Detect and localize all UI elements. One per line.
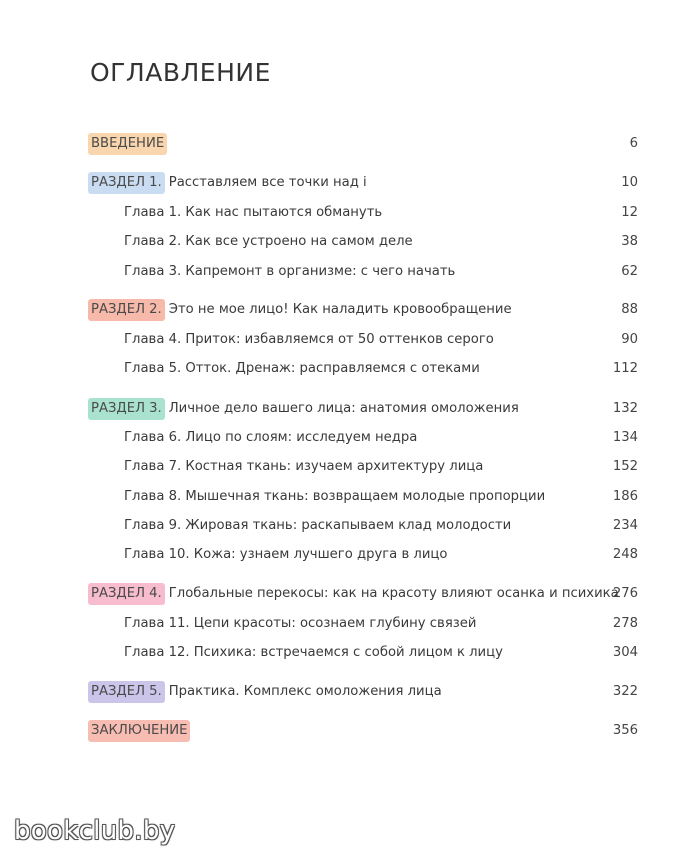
- page-number: 248: [612, 547, 638, 562]
- toc-section-row[interactable]: [0, 172, 700, 194]
- toc-chapter-row[interactable]: [0, 515, 700, 537]
- toc-chapter-row[interactable]: [0, 329, 700, 351]
- toc-entry-label: [124, 231, 413, 253]
- page-number: 234: [612, 518, 638, 533]
- toc-entry-text: Глава 4. Приток: избавляемся от 50 оттенков серого: [124, 332, 494, 347]
- toc-entry-label: [124, 427, 417, 449]
- toc-chapter-row[interactable]: [0, 642, 700, 664]
- section-highlight-tag: РАЗДЕЛ 1.: [88, 172, 165, 194]
- toc-entry-text: Практика. Комплекс омоложения лица: [168, 684, 442, 699]
- toc-entry-text: Глава 8. Мышечная ткань: возвращаем молодые пропорции: [124, 489, 546, 504]
- page-title: ОГЛАВЛЕНИЕ: [90, 58, 271, 87]
- page-number: 88: [621, 302, 638, 317]
- toc-chapter-row[interactable]: [0, 456, 700, 478]
- toc-entry-label: [88, 398, 519, 420]
- toc-entry-text: Глава 5. Отток. Дренаж: расправляемся с отеками: [124, 361, 480, 376]
- section-highlight-tag: ЗАКЛЮЧЕНИЕ: [88, 720, 190, 742]
- toc-entry-text: Глава 11. Цепи красоты: осознаем глубину связей: [124, 616, 477, 631]
- toc-section-row[interactable]: [0, 299, 700, 321]
- page-number: 322: [612, 684, 638, 699]
- toc-chapter-row[interactable]: [0, 202, 700, 224]
- toc-entry-label: [124, 202, 382, 224]
- toc-entry-label: [88, 583, 619, 605]
- page-number: 134: [612, 430, 638, 445]
- page-number: 132: [612, 401, 638, 416]
- toc-entry-text: Глава 3. Капремонт в организме: с чего начать: [124, 264, 456, 279]
- toc-entry-text: Глава 1. Как нас пытаются обмануть: [124, 205, 383, 220]
- toc-chapter-row[interactable]: [0, 427, 700, 449]
- page-number: 12: [621, 205, 638, 220]
- page-number: 90: [621, 332, 638, 347]
- toc-entry-label: [124, 544, 447, 566]
- toc-entry-text: Глава 12. Психика: встречаемся с собой лицом к лицу: [124, 645, 503, 660]
- toc-section-row[interactable]: [0, 720, 700, 742]
- page-number: 278: [612, 616, 638, 631]
- toc-entry-label: [124, 456, 483, 478]
- toc-entry-label: [88, 720, 194, 742]
- toc-chapter-row[interactable]: [0, 231, 700, 253]
- page-number: 112: [612, 361, 638, 376]
- toc-section-row[interactable]: [0, 398, 700, 420]
- toc-entry-label: [88, 172, 367, 194]
- section-highlight-tag: РАЗДЕЛ 4.: [88, 583, 165, 605]
- page-number: 304: [612, 645, 638, 660]
- toc-entry-label: [88, 681, 442, 703]
- toc-entry-text: Глава 6. Лицо по слоям: исследуем недра: [124, 430, 418, 445]
- toc-chapter-row[interactable]: [0, 261, 700, 283]
- toc-chapter-row[interactable]: [0, 613, 700, 635]
- toc-entry-label: [124, 613, 476, 635]
- page-number: 152: [612, 459, 638, 474]
- toc-entry-label: [124, 642, 503, 664]
- toc-entry-label: [124, 261, 455, 283]
- toc-section-row[interactable]: [0, 681, 700, 703]
- toc-entry-text: Глава 7. Костная ткань: изучаем архитектуру лица: [124, 459, 484, 474]
- toc-section-row[interactable]: [0, 133, 700, 155]
- toc-section-row[interactable]: [0, 583, 700, 605]
- page-number: 38: [621, 234, 638, 249]
- toc-chapter-row[interactable]: [0, 486, 700, 508]
- section-highlight-tag: РАЗДЕЛ 2.: [88, 299, 165, 321]
- toc-entry-label: [88, 133, 171, 155]
- toc-entry-text: Личное дело вашего лица: анатомия омоложения: [168, 401, 519, 416]
- page-number: 62: [621, 264, 638, 279]
- toc-entry-label: [124, 515, 511, 537]
- toc-entry-text: Глава 2. Как все устроено на самом деле: [124, 234, 413, 249]
- section-highlight-tag: РАЗДЕЛ 5.: [88, 681, 165, 703]
- toc-entry-text: Это не мое лицо! Как наладить кровообращение: [168, 302, 512, 317]
- page-number: 6: [629, 136, 638, 151]
- toc-entry-label: [124, 329, 494, 351]
- toc-chapter-row[interactable]: [0, 358, 700, 380]
- toc-entry-label: [124, 358, 480, 380]
- page-number: 356: [612, 723, 638, 738]
- watermark: bookclub.by: [14, 816, 176, 846]
- toc-entry-text: Глава 9. Жировая ткань: раскапываем клад молодости: [124, 518, 512, 533]
- toc-chapter-row[interactable]: [0, 544, 700, 566]
- toc-entry-text: Глава 10. Кожа: узнаем лучшего друга в лицо: [124, 547, 448, 562]
- toc-entry-text: Расставляем все точки над i: [168, 175, 367, 190]
- toc-entry-text: Глобальные перекосы: как на красоту влияют осанка и психика: [168, 586, 619, 601]
- page-number: 10: [621, 175, 638, 190]
- page-number: 186: [612, 489, 638, 504]
- section-highlight-tag: ВВЕДЕНИЕ: [88, 133, 167, 155]
- section-highlight-tag: РАЗДЕЛ 3.: [88, 398, 165, 420]
- page-number: 276: [612, 586, 638, 601]
- toc-entry-label: [124, 486, 545, 508]
- toc-entry-label: [88, 299, 512, 321]
